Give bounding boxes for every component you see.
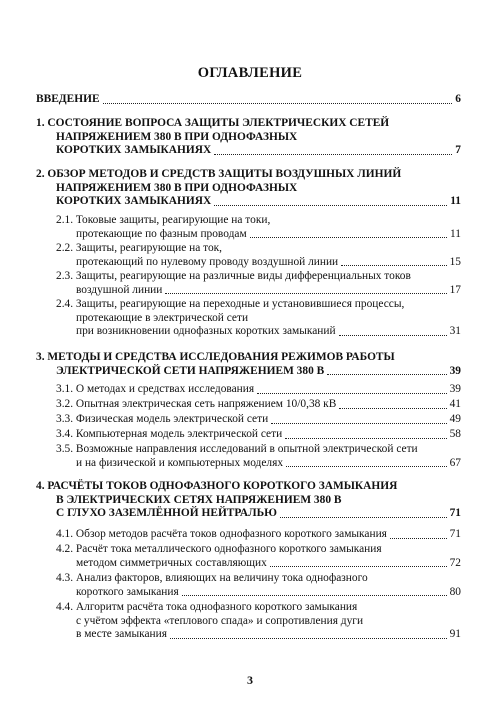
entry-label: 3.4. Компьютерная модель электрической сети bbox=[56, 428, 283, 440]
entry-line: 4.3. Анализ факторов, влияющих на величину тока однофазного bbox=[56, 572, 368, 584]
entry-line: 1. СОСТОЯНИЕ ВОПРОСА ЗАЩИТЫ ЭЛЕКТРИЧЕСКИХ СЕТЕЙ bbox=[36, 117, 390, 129]
dot-leader bbox=[341, 265, 446, 266]
entry-page: 11 bbox=[450, 195, 461, 208]
entry-label: протекающие по фазным проводам bbox=[76, 227, 247, 240]
toc-entry-intro[interactable] bbox=[36, 93, 461, 107]
entry-label: 3.3. Физическая модель электрической сети bbox=[56, 413, 269, 425]
dot-leader bbox=[339, 335, 447, 336]
entry-line: 4.4. Алгоритм расчёта тока однофазного короткого замыкания bbox=[56, 601, 358, 613]
toc-entry-4-3[interactable] bbox=[56, 572, 461, 599]
entry-line: 2.4. Защиты, реагирующие на переходные и установившиеся процессы, bbox=[56, 298, 405, 310]
entry-label: КОРОТКИХ ЗАМЫКАНИЯХ bbox=[56, 144, 212, 157]
entry-page: 15 bbox=[449, 255, 461, 268]
entry-label: короткого замыкания bbox=[76, 585, 179, 598]
entry-label: методом симметричных составляющих bbox=[76, 556, 267, 569]
entry-page: 71 bbox=[449, 507, 461, 520]
entry-line: 4.2. Расчёт тока металлического однофазного короткого замыкания bbox=[56, 543, 382, 555]
toc-entry-3-4[interactable] bbox=[56, 428, 461, 442]
page-number: 3 bbox=[247, 673, 253, 687]
entry-page: 31 bbox=[449, 325, 461, 338]
entry-label: при возникновении однофазных коротких замыканий bbox=[76, 325, 336, 338]
dot-leader bbox=[257, 393, 446, 394]
entry-line: НАПРЯЖЕНИЕМ 380 В ПРИ ОДНОФАЗНЫХ bbox=[56, 130, 298, 143]
entry-label: ВВЕДЕНИЕ bbox=[36, 93, 100, 105]
dot-leader bbox=[270, 566, 447, 567]
dot-leader bbox=[390, 538, 447, 539]
dot-leader bbox=[182, 595, 447, 596]
entry-label: и на физической и компьютерных моделях bbox=[76, 456, 284, 469]
entry-line: 2.1. Токовые защиты, реагирующие на токи, bbox=[56, 214, 271, 226]
entry-page: 7 bbox=[455, 144, 461, 157]
toc-entry-3-1[interactable] bbox=[56, 383, 461, 397]
entry-label: 3.1. О методах и средствах исследования bbox=[56, 383, 255, 395]
toc-entry-4-2[interactable] bbox=[56, 543, 461, 570]
entry-page: 67 bbox=[449, 456, 461, 469]
entry-page: 80 bbox=[449, 585, 461, 598]
toc-entry-chapter-4[interactable] bbox=[36, 480, 461, 521]
entry-label: С ГЛУХО ЗАЗЕМЛЁННОЙ НЕЙТРАЛЬЮ bbox=[56, 507, 277, 520]
entry-label: протекающий по нулевому проводу воздушной линии bbox=[76, 255, 339, 268]
entry-page: 91 bbox=[449, 628, 461, 641]
toc-title: ОГЛАВЛЕНИЕ bbox=[197, 65, 303, 81]
entry-page: 41 bbox=[449, 398, 461, 410]
entry-label: в месте замыкания bbox=[76, 628, 167, 641]
toc-entry-4-1[interactable] bbox=[56, 528, 461, 542]
toc-entry-3-2[interactable] bbox=[56, 398, 461, 412]
dot-leader bbox=[286, 466, 447, 467]
entry-page: 6 bbox=[455, 93, 461, 105]
dot-leader bbox=[271, 423, 446, 424]
entry-line: 4. РАСЧЁТЫ ТОКОВ ОДНОФАЗНОГО КОРОТКОГО ЗАМЫКАНИЯ bbox=[36, 480, 398, 492]
entry-label: КОРОТКИХ ЗАМЫКАНИЯХ bbox=[56, 195, 212, 208]
entry-line: В ЭЛЕКТРИЧЕСКИХ СЕТЯХ НАПРЯЖЕНИЕМ 380 В bbox=[56, 493, 342, 506]
entry-page: 39 bbox=[449, 383, 461, 395]
entry-label: 3.2. Опытная электрическая сеть напряжением 10/0,38 кВ bbox=[56, 398, 337, 410]
entry-label: 4.1. Обзор методов расчёта токов однофазного короткого замыкания bbox=[56, 528, 387, 540]
entry-page: 11 bbox=[450, 227, 461, 240]
toc-entry-chapter-1[interactable] bbox=[36, 117, 461, 158]
dot-leader bbox=[165, 293, 446, 294]
dot-leader bbox=[103, 103, 453, 104]
dot-leader bbox=[339, 408, 446, 409]
entry-line: протекающие в электрической сети bbox=[76, 311, 249, 324]
dot-leader bbox=[214, 154, 452, 155]
dot-leader bbox=[280, 517, 447, 518]
toc-entry-3-3[interactable] bbox=[56, 413, 461, 427]
toc-entry-chapter-2[interactable] bbox=[36, 168, 461, 209]
toc-entry-2-2[interactable] bbox=[56, 242, 461, 269]
toc-entry-chapter-3[interactable] bbox=[36, 351, 461, 378]
toc-entry-2-3[interactable] bbox=[56, 270, 461, 297]
entry-page: 71 bbox=[449, 528, 461, 540]
toc-entry-2-1[interactable] bbox=[56, 214, 461, 241]
dot-leader bbox=[250, 237, 447, 238]
dot-leader bbox=[170, 638, 447, 639]
entry-line: 3.5. Возможные направления исследований в опытной электрической сети bbox=[56, 443, 418, 455]
entry-page: 72 bbox=[449, 556, 461, 569]
entry-page: 49 bbox=[449, 413, 461, 425]
toc-entry-4-4[interactable] bbox=[56, 601, 461, 642]
entry-line: 2.3. Защиты, реагирующие на различные виды дифференциальных токов bbox=[56, 270, 411, 282]
entry-label: воздушной линии bbox=[76, 283, 163, 296]
entry-line: НАПРЯЖЕНИЕМ 380 В ПРИ ОДНОФАЗНЫХ bbox=[56, 181, 298, 194]
entry-line: 2. ОБЗОР МЕТОДОВ И СРЕДСТВ ЗАЩИТЫ ВОЗДУШНЫХ ЛИНИЙ bbox=[36, 168, 402, 180]
entry-page: 17 bbox=[449, 283, 461, 296]
dot-leader bbox=[214, 205, 447, 206]
entry-page: 39 bbox=[449, 364, 461, 377]
toc-entry-3-5[interactable] bbox=[56, 443, 461, 470]
toc-entry-2-4[interactable] bbox=[56, 298, 461, 339]
dot-leader bbox=[285, 438, 446, 439]
entry-page: 58 bbox=[449, 428, 461, 440]
dot-leader bbox=[327, 374, 446, 375]
entry-line: 2.2. Защиты, реагирующие на ток, bbox=[56, 242, 223, 254]
entry-label: ЭЛЕКТРИЧЕСКОЙ СЕТИ НАПРЯЖЕНИЕМ 380 В bbox=[56, 364, 325, 377]
entry-line: 3. МЕТОДЫ И СРЕДСТВА ИССЛЕДОВАНИЯ РЕЖИМОВ РАБОТЫ bbox=[36, 351, 395, 363]
entry-line: с учётом эффекта «теплового спада» и сопротивления дуги bbox=[76, 614, 364, 627]
